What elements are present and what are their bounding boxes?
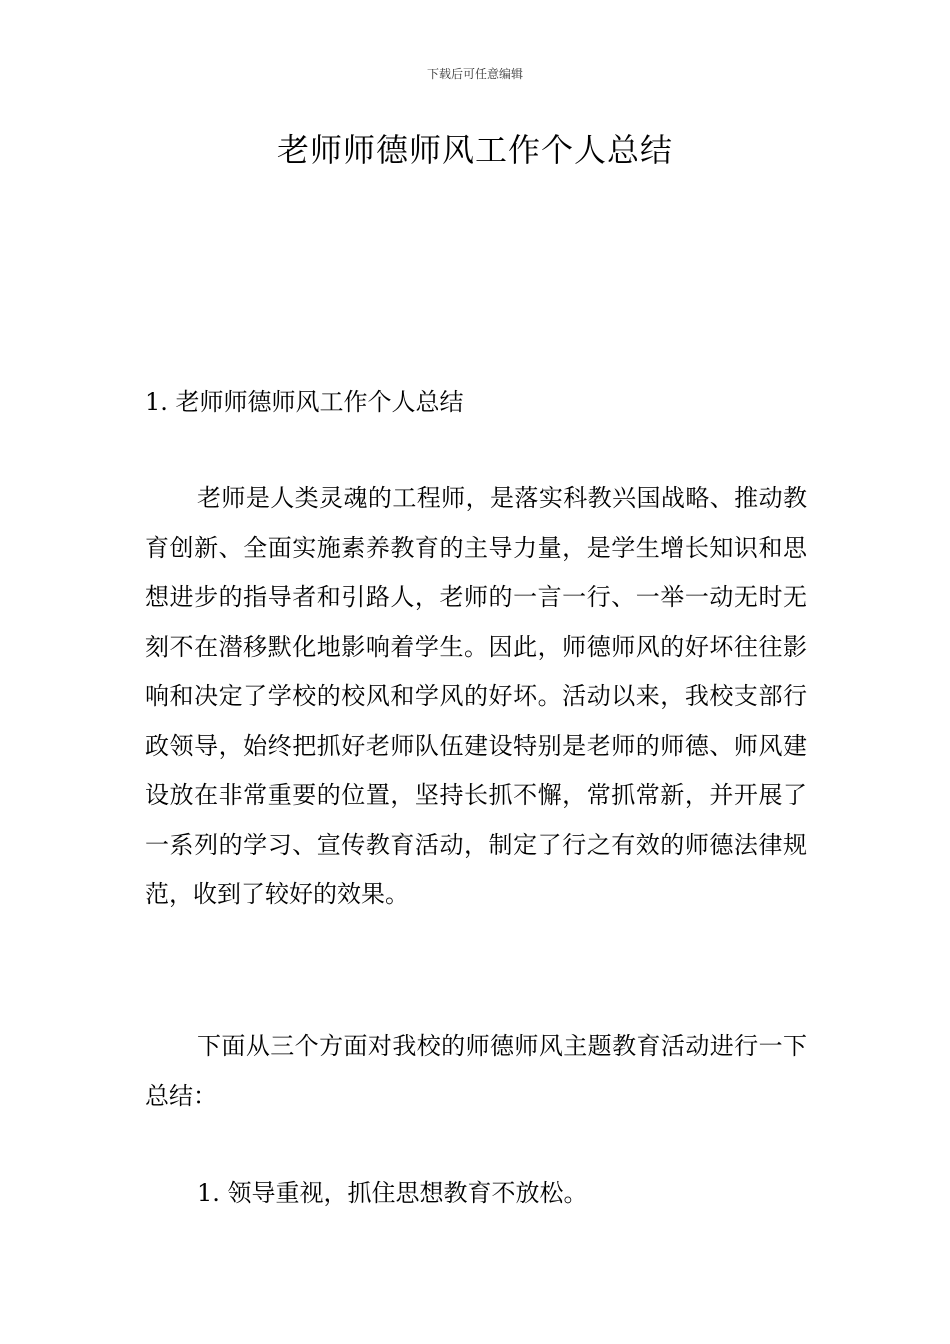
section-heading: 1. 老师师德师风工作个人总结 (145, 388, 464, 416)
body-paragraph-intro: 老师是人类灵魂的工程师，是落实科教兴国战略、推动教育创新、全面实施素养教育的主导力量，是学生增长知识和思想进步的指导者和引路人，老师的一言一行、一举一动无时无刻不在潜移默化地影响着学生。因此，师德师风的好坏往往影响和决定了学校的校风和学风的好坏。活动以来，我校支部行政领导，始终把抓好老师队伍建设特别是老师的师德、师风建设放在非常重要的位置，坚持长抓不懈，常抓常新，并开展了一系列的学习、宣传教育活动，制定了行之有效的师德法律规范，收到了较好的效果。 (145, 484, 807, 908)
body-paragraph-summary-lead: 下面从三个方面对我校的师德师风主题教育活动进行一下总结： (145, 1032, 807, 1110)
header-note: 下载后可任意编辑 (426, 67, 523, 81)
list-item: 1. 领导重视，抓住思想教育不放松。 (197, 1179, 588, 1207)
document-title: 老师师德师风工作个人总结 (276, 131, 673, 169)
